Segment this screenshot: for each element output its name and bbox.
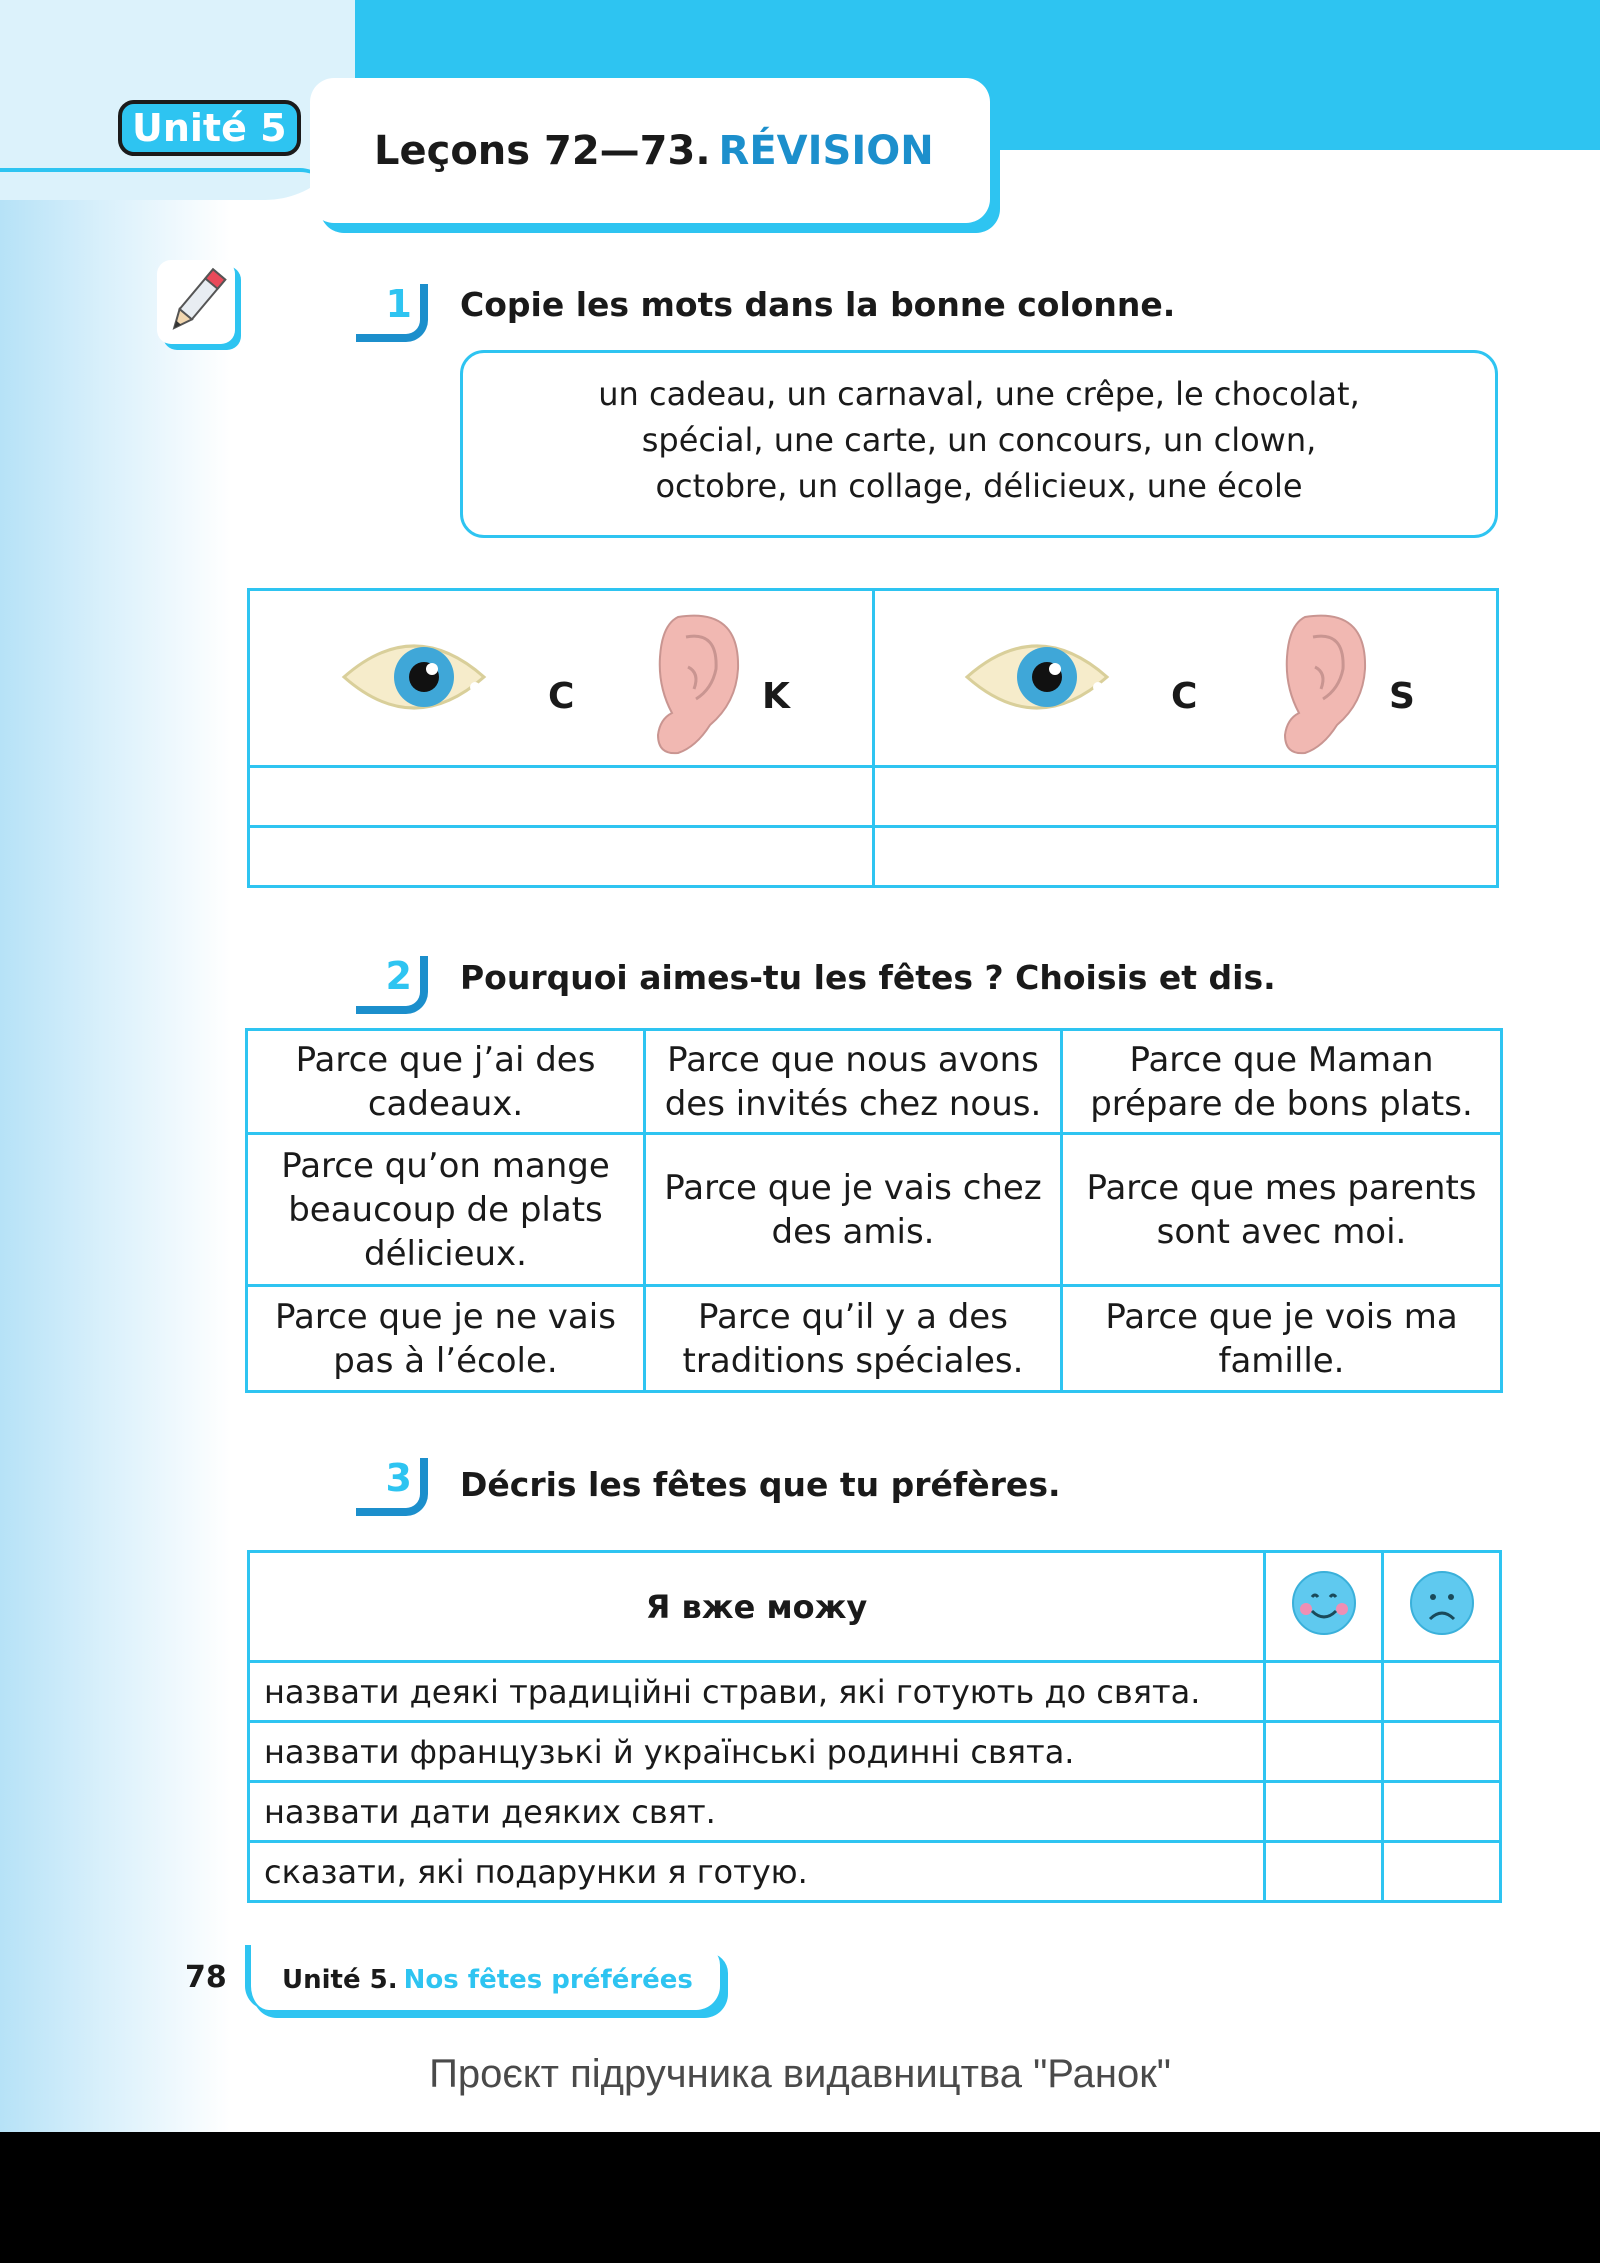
publisher-watermark: Проєкт підручника видавництва "Ранок" xyxy=(429,2052,1171,2096)
skill-item: назвати деякі традиційні страви, які готують до свята. xyxy=(249,1662,1265,1722)
answer-cell[interactable] xyxy=(874,767,1498,827)
footer-unit-title: Nos fêtes préférées xyxy=(403,1965,693,1995)
sorting-table xyxy=(247,588,1499,888)
self-assessment-header: Я вже можу xyxy=(249,1552,1265,1662)
answer-cell[interactable] xyxy=(249,767,874,827)
happy-face-icon xyxy=(1265,1552,1383,1662)
pencil-icon xyxy=(157,260,235,344)
happy-checkbox-cell[interactable] xyxy=(1265,1782,1383,1842)
reason-cell: Parce qu’il y a des traditions spéciales. xyxy=(645,1286,1062,1392)
sad-checkbox-cell[interactable] xyxy=(1383,1842,1501,1902)
sad-checkbox-cell[interactable] xyxy=(1383,1722,1501,1782)
ear-icon xyxy=(1275,607,1375,759)
reasons-table xyxy=(245,1028,1503,1393)
letter-written: C xyxy=(1171,676,1198,717)
letter-sound: K xyxy=(762,676,790,717)
skill-item: назвати французькі й українські родинні свята. xyxy=(249,1722,1265,1782)
word-bank xyxy=(460,350,1498,538)
reason-cell: Parce que je vois ma famille. xyxy=(1062,1286,1502,1392)
corner-divider xyxy=(0,168,330,198)
reason-cell: Parce que Maman prépare de bons plats. xyxy=(1062,1030,1502,1134)
footer-unit-label: Unité 5. xyxy=(282,1965,398,1995)
answer-cell[interactable] xyxy=(249,827,874,887)
unit-badge: Unité 5 xyxy=(118,100,301,156)
lesson-title xyxy=(374,128,934,174)
happy-checkbox-cell[interactable] xyxy=(1265,1842,1383,1902)
letter-written: C xyxy=(548,676,575,717)
exercise-3-title: Décris les fêtes que tu préfères. xyxy=(460,1465,1061,1504)
reason-cell: Parce qu’on mange beaucoup de plats délicieux. xyxy=(247,1134,645,1286)
word-line: spécial, une carte, un concours, un clown, xyxy=(641,421,1317,459)
self-assessment-table xyxy=(247,1550,1502,1903)
reason-cell: Parce que j’ai des cadeaux. xyxy=(247,1030,645,1134)
sad-checkbox-cell[interactable] xyxy=(1383,1662,1501,1722)
exercise-1-title: Copie les mots dans la bonne colonne. xyxy=(460,285,1176,324)
skill-item: сказати, які подарунки я готую. xyxy=(249,1842,1265,1902)
page-number: 78 xyxy=(185,1960,227,1995)
word-line: octobre, un collage, délicieux, une école xyxy=(655,467,1303,505)
lesson-subtitle: RÉVISION xyxy=(718,128,934,174)
sad-face-icon xyxy=(1383,1552,1501,1662)
sad-checkbox-cell[interactable] xyxy=(1383,1782,1501,1842)
reason-cell: Parce que nous avons des invités chez nous. xyxy=(645,1030,1062,1134)
answer-cell[interactable] xyxy=(874,827,1498,887)
reason-cell: Parce que mes parents sont avec moi. xyxy=(1062,1134,1502,1286)
letter-sound: S xyxy=(1389,676,1415,717)
exercise-2-title: Pourquoi aimes-tu les fêtes ? Choisis et dis. xyxy=(460,958,1276,997)
column-c-k-header xyxy=(249,590,874,767)
eye-icon xyxy=(963,629,1111,725)
footer-unit xyxy=(282,1965,693,1995)
exercise-1-number: 1 xyxy=(352,278,432,344)
reason-cell: Parce que je ne vais pas à l’école. xyxy=(247,1286,645,1392)
skill-item: назвати дати деяких свят. xyxy=(249,1782,1265,1842)
happy-checkbox-cell[interactable] xyxy=(1265,1722,1383,1782)
word-line: un cadeau, un carnaval, une crêpe, le chocolat, xyxy=(598,375,1360,413)
column-c-s-header xyxy=(874,590,1498,767)
happy-checkbox-cell[interactable] xyxy=(1265,1662,1383,1722)
reason-cell: Parce que je vais chez des amis. xyxy=(645,1134,1062,1286)
lesson-title-text: Leçons 72—73. xyxy=(374,128,711,174)
ear-icon xyxy=(648,607,748,759)
eye-icon xyxy=(340,629,488,725)
exercise-3-number: 3 xyxy=(352,1452,432,1518)
exercise-2-number: 2 xyxy=(352,950,432,1016)
